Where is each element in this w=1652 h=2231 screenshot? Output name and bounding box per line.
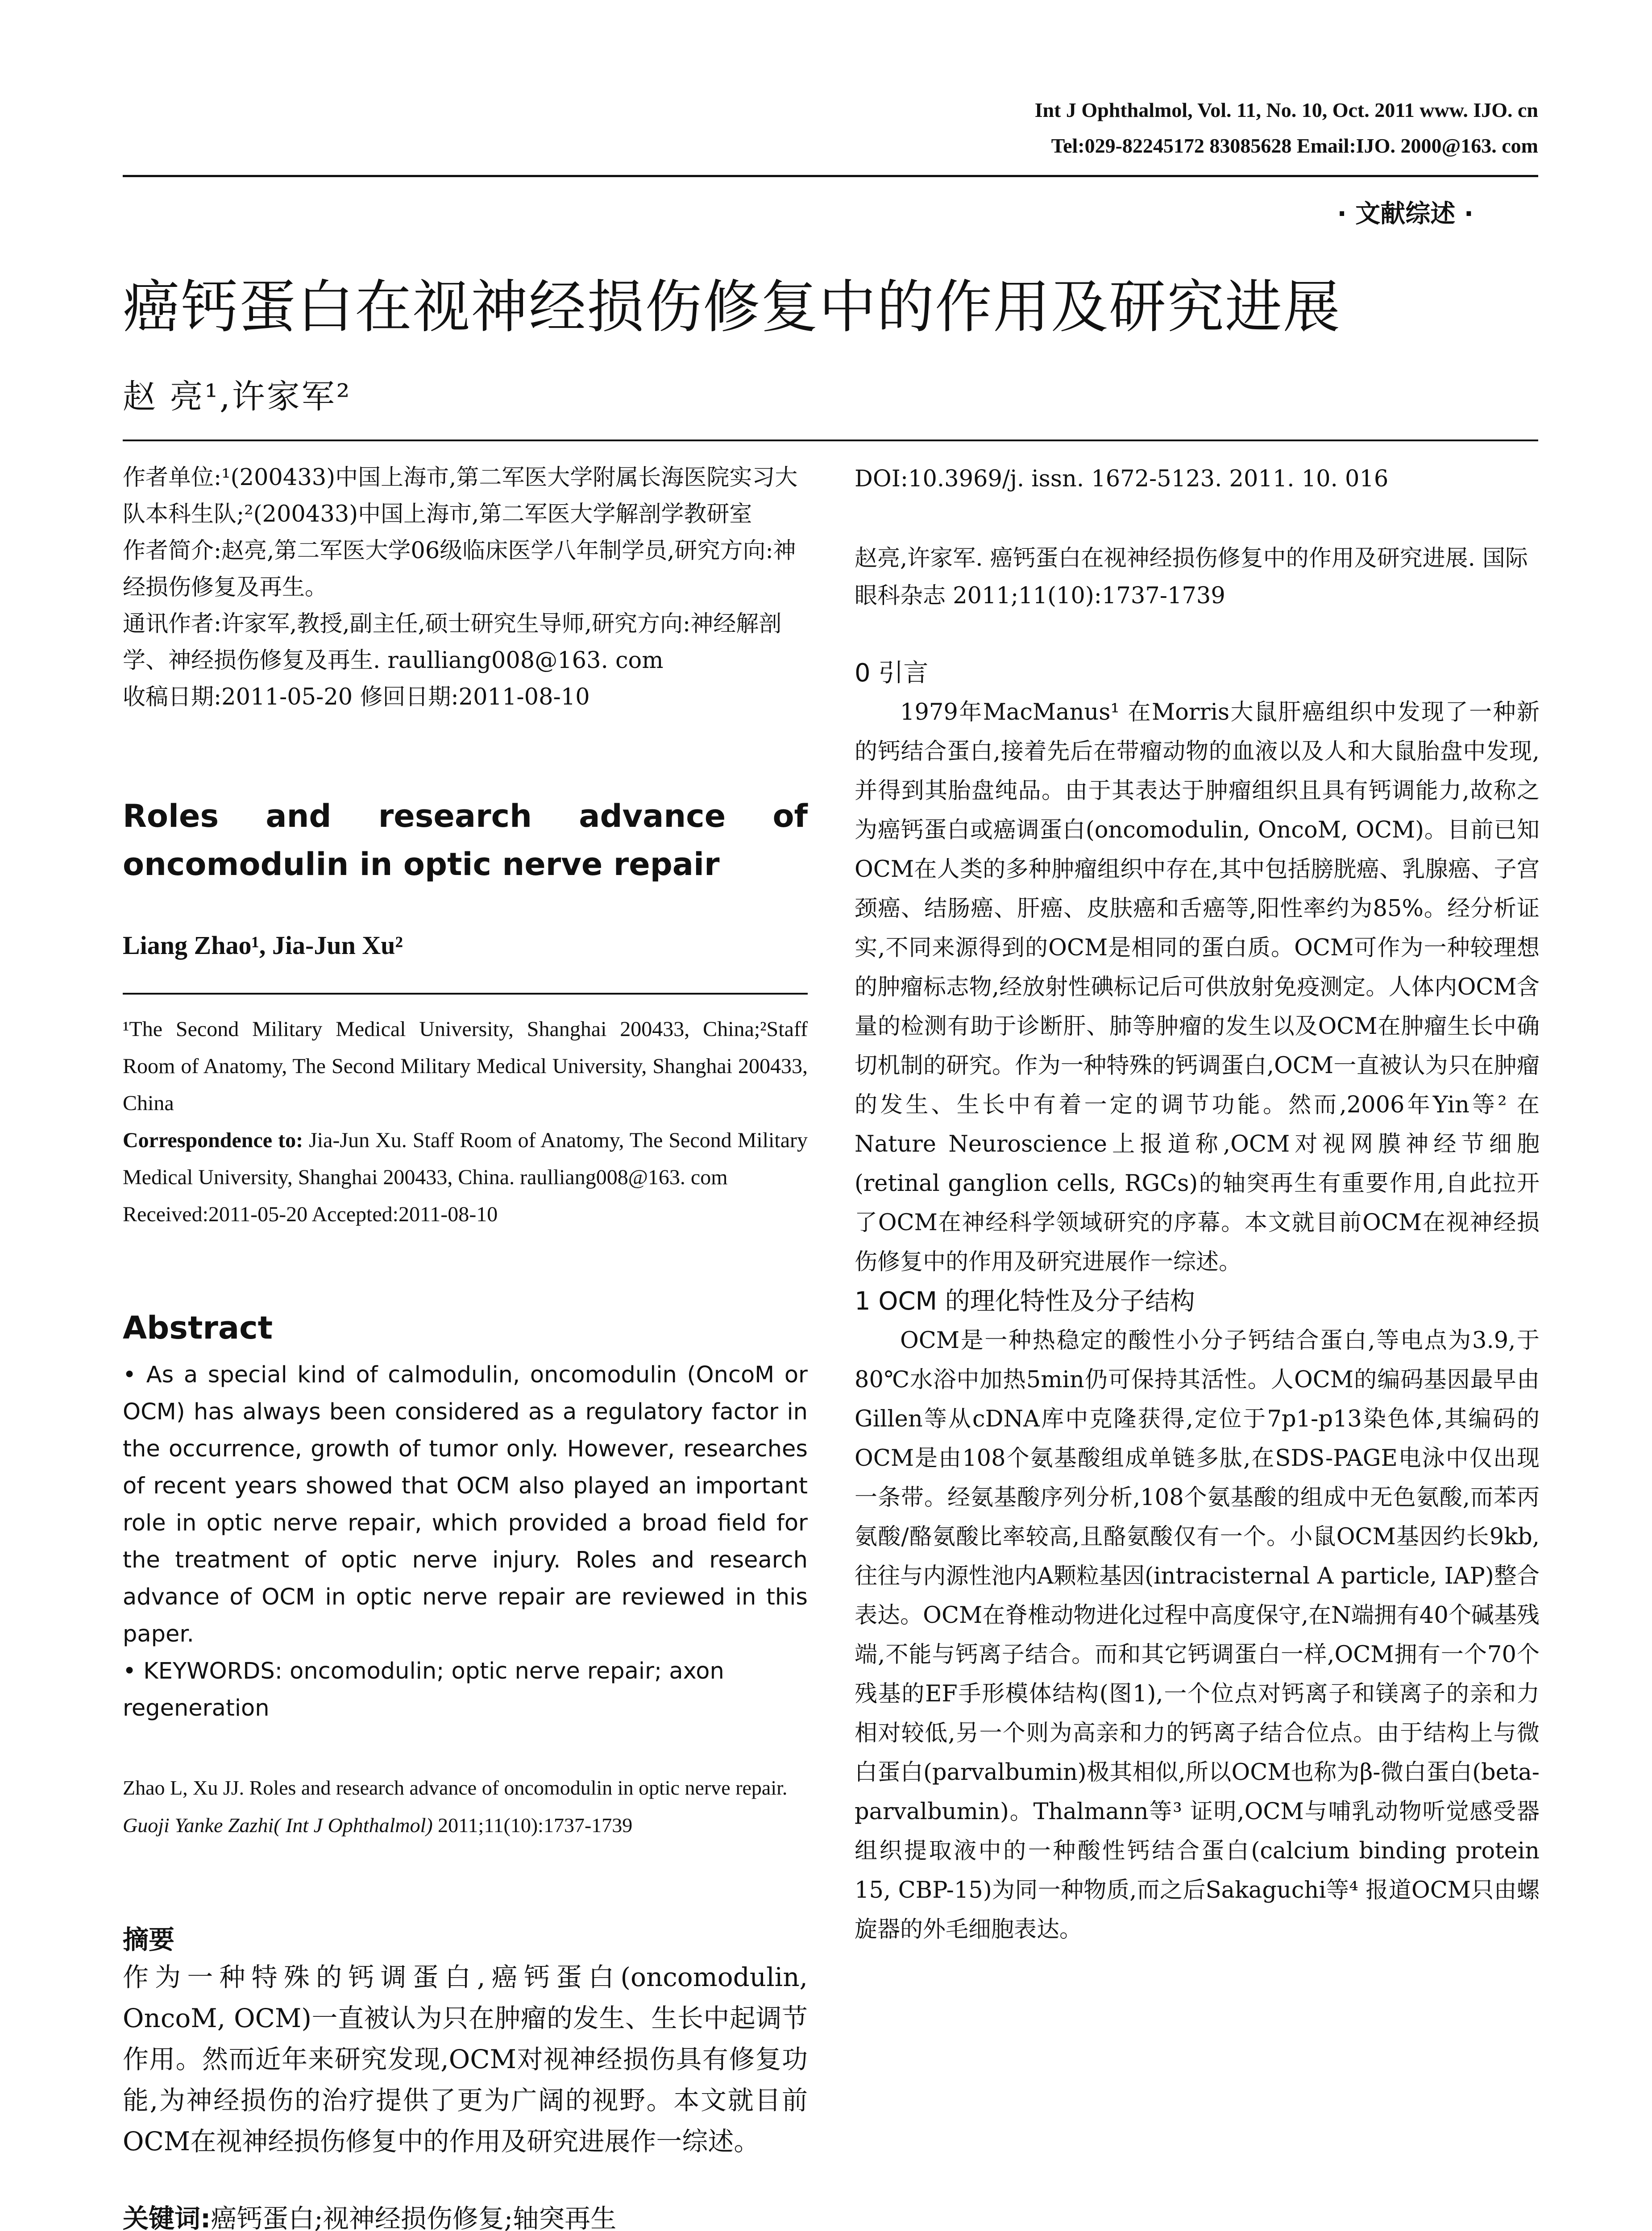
citation-journal: Guoji Yanke Zazhi( Int J Ophthalmol): [123, 1814, 433, 1837]
english-dates: Received:2011-05-20 Accepted:2011-08-10: [123, 1203, 498, 1226]
english-affiliation: ¹The Second Military Medical University, Shanghai 200433, China;²Staff Room of Anatomy, The Second Military Medical University, Shanghai 200433, China: [123, 1017, 808, 1115]
doi: DOI:10.3969/j. issn. 1672-5123. 2011. 10. 016: [855, 466, 1389, 492]
article-title: 癌钙蛋白在视神经损伤修复中的作用及研究进展: [123, 274, 1341, 340]
author-bio: 作者简介:赵亮,第二军医大学06级临床医学八年制学员,研究方向:神经损伤修复及再生。: [123, 538, 796, 601]
correspondence-text: Jia-Jun Xu. Staff Room of Anatomy, The Second Military Medical University, Shanghai 200433, China. raulliang008@163. com: [123, 1128, 808, 1189]
section-0-heading: 0 引言: [855, 659, 929, 688]
english-authors-rule: [123, 993, 808, 995]
section-1-text: OCM是一种热稳定的酸性小分子钙结合蛋白,等电点为3.9,于80℃水浴中加热5min仍可保持其活性。人OCM的编码基因最早由Gillen等从cDNA库中克隆获得,定位于7p1-p13染色体,其编码的OCM是由108个氨基酸组成单链多肽,在SDS-PAGE电泳中仅出现一条带。经氨基酸序列分析,108个氨基酸的组成中无色氨酸,而苯丙氨酸/酪氨酸比率较高,且酪氨酸仅有一个。小鼠OCM基因约长9kb,往往与内源性池内A颗粒基因(intracisternal A particle, IAP)整合表达。OCM在脊椎动物进化过程中高度保守,在N端拥有40个碱基残端,不能与钙离子结合。而和其它钙调蛋白一样,OCM拥有一个70个残基的EF手形模体结构(图1),一个位点对钙离子和镁离子的亲和力相对较低,另一个则为高亲和力的钙离子结合位点。由于结构上与微白蛋白(parvalbumin)极其相似,所以OCM也称为β-微白蛋白(beta-parvalbumin)。Thalmann等³ 证明,OCM与哺乳动物听觉感受器组织提取液中的一种酸性钙结合蛋白(calcium binding protein 15, CBP-15)为同一种物质,而之后Sakaguchi等⁴ 报道OCM只由螺旋器的外毛细胞表达。: [855, 1327, 1540, 1943]
section-1-heading: 1 OCM 的理化特性及分子结构: [855, 1287, 1195, 1316]
english-keywords: • KEYWORDS: oncomodulin; optic nerve repair; axon regeneration: [123, 1658, 724, 1721]
english-citation: [123, 1769, 808, 1844]
chinese-keywords: [123, 2198, 616, 2231]
corresponding-author: 通讯作者:许家军,教授,副主任,硕士研究生导师,研究方向:神经解剖学、神经损伤修复及再生. raulliang008@163. com: [123, 611, 782, 674]
english-title: Roles and research advance of oncomodulin in optic nerve repair: [123, 798, 808, 883]
correspondence: [123, 1122, 808, 1196]
section-0-text: 1979年MacManus¹ 在Morris大鼠肝癌组织中发现了一种新的钙结合蛋白,接着先后在带瘤动物的血液以及人和大鼠胎盘中发现,并得到其胎盘纯品。由于其表达于肿瘤组织且具有钙调能力,故称之为癌钙蛋白或癌调蛋白(oncomodulin, OncoM, OCM)。目前已知OCM在人类的多种肿瘤组织中存在,其中包括膀胱癌、乳腺癌、子宫颈癌、结肠癌、肝癌、皮肤癌和舌癌等,阳性率约为85%。经分析证实,不同来源得到的OCM是相同的蛋白质。OCM可作为一种较理想的肿瘤标志物,经放射性碘标记后可供放射免疫测定。人体内OCM含量的检测有助于诊断肝、肺等肿瘤的发生以及OCM在肿瘤生长中确切机制的研究。作为一种特殊的钙调蛋白,OCM一直被认为只在肿瘤的发生、生长中有着一定的调节功能。然而,2006年Yin等² 在Nature Neuroscience上报道称,OCM对视网膜神经节细胞(retinal ganglion cells, RGCs)的轴突再生有重要作用,自此拉开了OCM在神经科学领域研究的序幕。本文就目前OCM在视神经损伤修复中的作用及研究进展作一综述。: [855, 699, 1540, 1275]
chinese-keywords-label: 关键词:: [123, 2203, 211, 2231]
journal-info-line: Int J Ophthalmol, Vol. 11, No. 10, Oct. 2011 www. IJO. cn: [1034, 99, 1538, 121]
affiliations-cn: [123, 460, 808, 716]
chinese-abstract-text: 作为一种特殊的钙调蛋白,癌钙蛋白(oncomodulin, OncoM, OCM)一直被认为只在肿瘤的发生、生长中起调节作用。然而近年来研究发现,OCM对视神经损伤具有修复功能,为神经损伤的治疗提供了更为广阔的视野。本文就目前OCM在视神经损伤修复中的作用及研究进展作一综述。: [123, 1962, 808, 2156]
abstract-text: • As a special kind of calmodulin, oncomodulin (OncoM or OCM) has always been considered as a regulatory factor in the occurrence, growth of tumor only. However, researches of recent years showed that OCM also played an important role in optic nerve repair, which provided a broad field for the treatment of optic nerve injury. Roles and research advance of OCM in optic nerve repair are reviewed in this paper.: [123, 1362, 808, 1647]
received-dates-cn: 收稿日期:2011-05-20 修回日期:2011-08-10: [123, 684, 590, 710]
title-rule: [123, 440, 1538, 441]
header-rule: [123, 175, 1538, 177]
chinese-keywords-text: 癌钙蛋白;视神经损伤修复;轴突再生: [211, 2203, 617, 2231]
section-introduction: [855, 654, 1540, 1949]
citation-authors-title: Zhao L, Xu JJ. Roles and research advance of oncomodulin in optic nerve repair.: [123, 1776, 788, 1799]
abstract-body: [123, 1356, 808, 1727]
citation-volume: 2011;11(10):1737-1739: [432, 1814, 633, 1837]
affiliation-unit: 作者单位:¹(200433)中国上海市,第二军医大学附属长海医院实习大队本科生队;²(200433)中国上海市,第二军医大学解剖学教研室: [123, 464, 798, 527]
chinese-abstract-heading: 摘要: [123, 1924, 175, 1955]
correspondence-label: Correspondence to:: [123, 1128, 303, 1152]
english-affiliation-block: [123, 1011, 808, 1233]
chinese-citation: 赵亮,许家军. 癌钙蛋白在视神经损伤修复中的作用及研究进展. 国际眼科杂志 2011;11(10):1737-1739: [855, 545, 1528, 609]
english-authors: Liang Zhao¹, Jia-Jun Xu²: [123, 931, 403, 960]
journal-contact-line: Tel:029-82245172 83085628 Email:IJO. 2000@163. com: [1051, 134, 1538, 157]
authors-cn: 赵 亮¹,许家军²: [123, 377, 352, 416]
section-tag: · 文献综述 ·: [1337, 199, 1474, 228]
abstract-heading: Abstract: [123, 1310, 273, 1346]
